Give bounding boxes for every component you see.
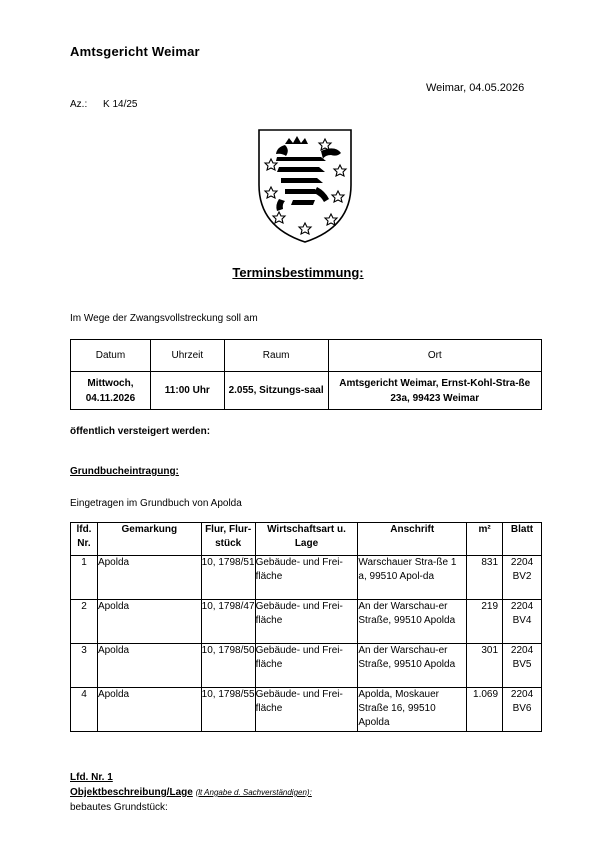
cell-usage: Gebäude- und Frei-fläche [255,556,358,600]
cell-parcel: 10, 1798/55 [201,688,255,732]
object-note: (lt Angabe d. Sachverständigen): [195,788,312,797]
table-row [71,556,542,600]
cell-address: An der Warschau-er Straße, 99510 Apolda [358,644,467,688]
header-date: Datum [71,340,151,372]
cell-district: Apolda [97,644,201,688]
cell-area: 219 [467,600,503,644]
object-type: bebautes Grundstück: [70,802,168,813]
header-address: Anschrift [358,523,467,556]
document-title: Terminsbestimmung: [232,265,364,280]
cell-district: Apolda [97,600,201,644]
cell-usage: Gebäude- und Frei-fläche [255,644,358,688]
coat-of-arms-thuringia [255,127,355,244]
place-date: Weimar, 04.05.2026 [426,82,525,94]
header-parcel: Flur, Flur-stück [201,523,255,556]
parcels-table [70,522,542,732]
cell-address: Warschauer Stra-ße 1 a, 99510 Apol-da [358,556,467,600]
cell-address: Apolda, Moskauer Straße 16, 99510 Apolda [358,688,467,732]
object-heading: Objektbeschreibung/Lage [70,787,193,798]
cell-no: 4 [71,688,98,732]
cell-sheet: 2204 BV2 [503,556,542,600]
intro-text: Im Wege der Zwangsvollstreckung soll am [70,313,258,324]
cell-area: 1.069 [467,688,503,732]
header-area: m² [467,523,503,556]
file-number-value: K 14/25 [103,99,138,110]
cell-usage: Gebäude- und Frei-fläche [255,688,358,732]
header-sheet: Blatt [503,523,542,556]
cell-no: 3 [71,644,98,688]
table-row [71,600,542,644]
cell-usage: Gebäude- und Frei-fläche [255,600,358,644]
header-district: Gemarkung [97,523,201,556]
cell-parcel: 10, 1798/50 [201,644,255,688]
header-room: Raum [224,340,328,372]
cell-date: Mittwoch, 04.11.2026 [71,372,151,410]
header-time: Uhrzeit [150,340,224,372]
cell-area: 301 [467,644,503,688]
cell-sheet: 2204 BV5 [503,644,542,688]
object-description-line [70,787,312,798]
item-heading: Lfd. Nr. 1 [70,772,113,783]
cell-no: 1 [71,556,98,600]
cell-parcel: 10, 1798/47 [201,600,255,644]
land-register-heading: Grundbucheintragung: [70,466,179,477]
table-row [71,644,542,688]
cell-sheet: 2204 BV4 [503,600,542,644]
cell-location: Amtsgericht Weimar, Ernst-Kohl-Stra-ße 23a, 99423 Weimar [328,372,541,410]
table-row [71,688,542,732]
appointment-table [70,339,542,410]
cell-sheet: 2204 BV6 [503,688,542,732]
cell-no: 2 [71,600,98,644]
header-no: lfd. Nr. [71,523,98,556]
header-usage: Wirtschaftsart u. Lage [255,523,358,556]
header-location: Ort [328,340,541,372]
cell-address: An der Warschau-er Straße, 99510 Apolda [358,600,467,644]
cell-time: 11:00 Uhr [150,372,224,410]
cell-area: 831 [467,556,503,600]
auction-text: öffentlich versteigert werden: [70,426,211,437]
cell-district: Apolda [97,688,201,732]
cell-district: Apolda [97,556,201,600]
court-name: Amtsgericht Weimar [70,44,200,59]
cell-room: 2.055, Sitzungs-saal [224,372,328,410]
cell-parcel: 10, 1798/51 [201,556,255,600]
registered-text: Eingetragen im Grundbuch von Apolda [70,498,242,509]
file-number-label: Az.: [70,99,88,110]
